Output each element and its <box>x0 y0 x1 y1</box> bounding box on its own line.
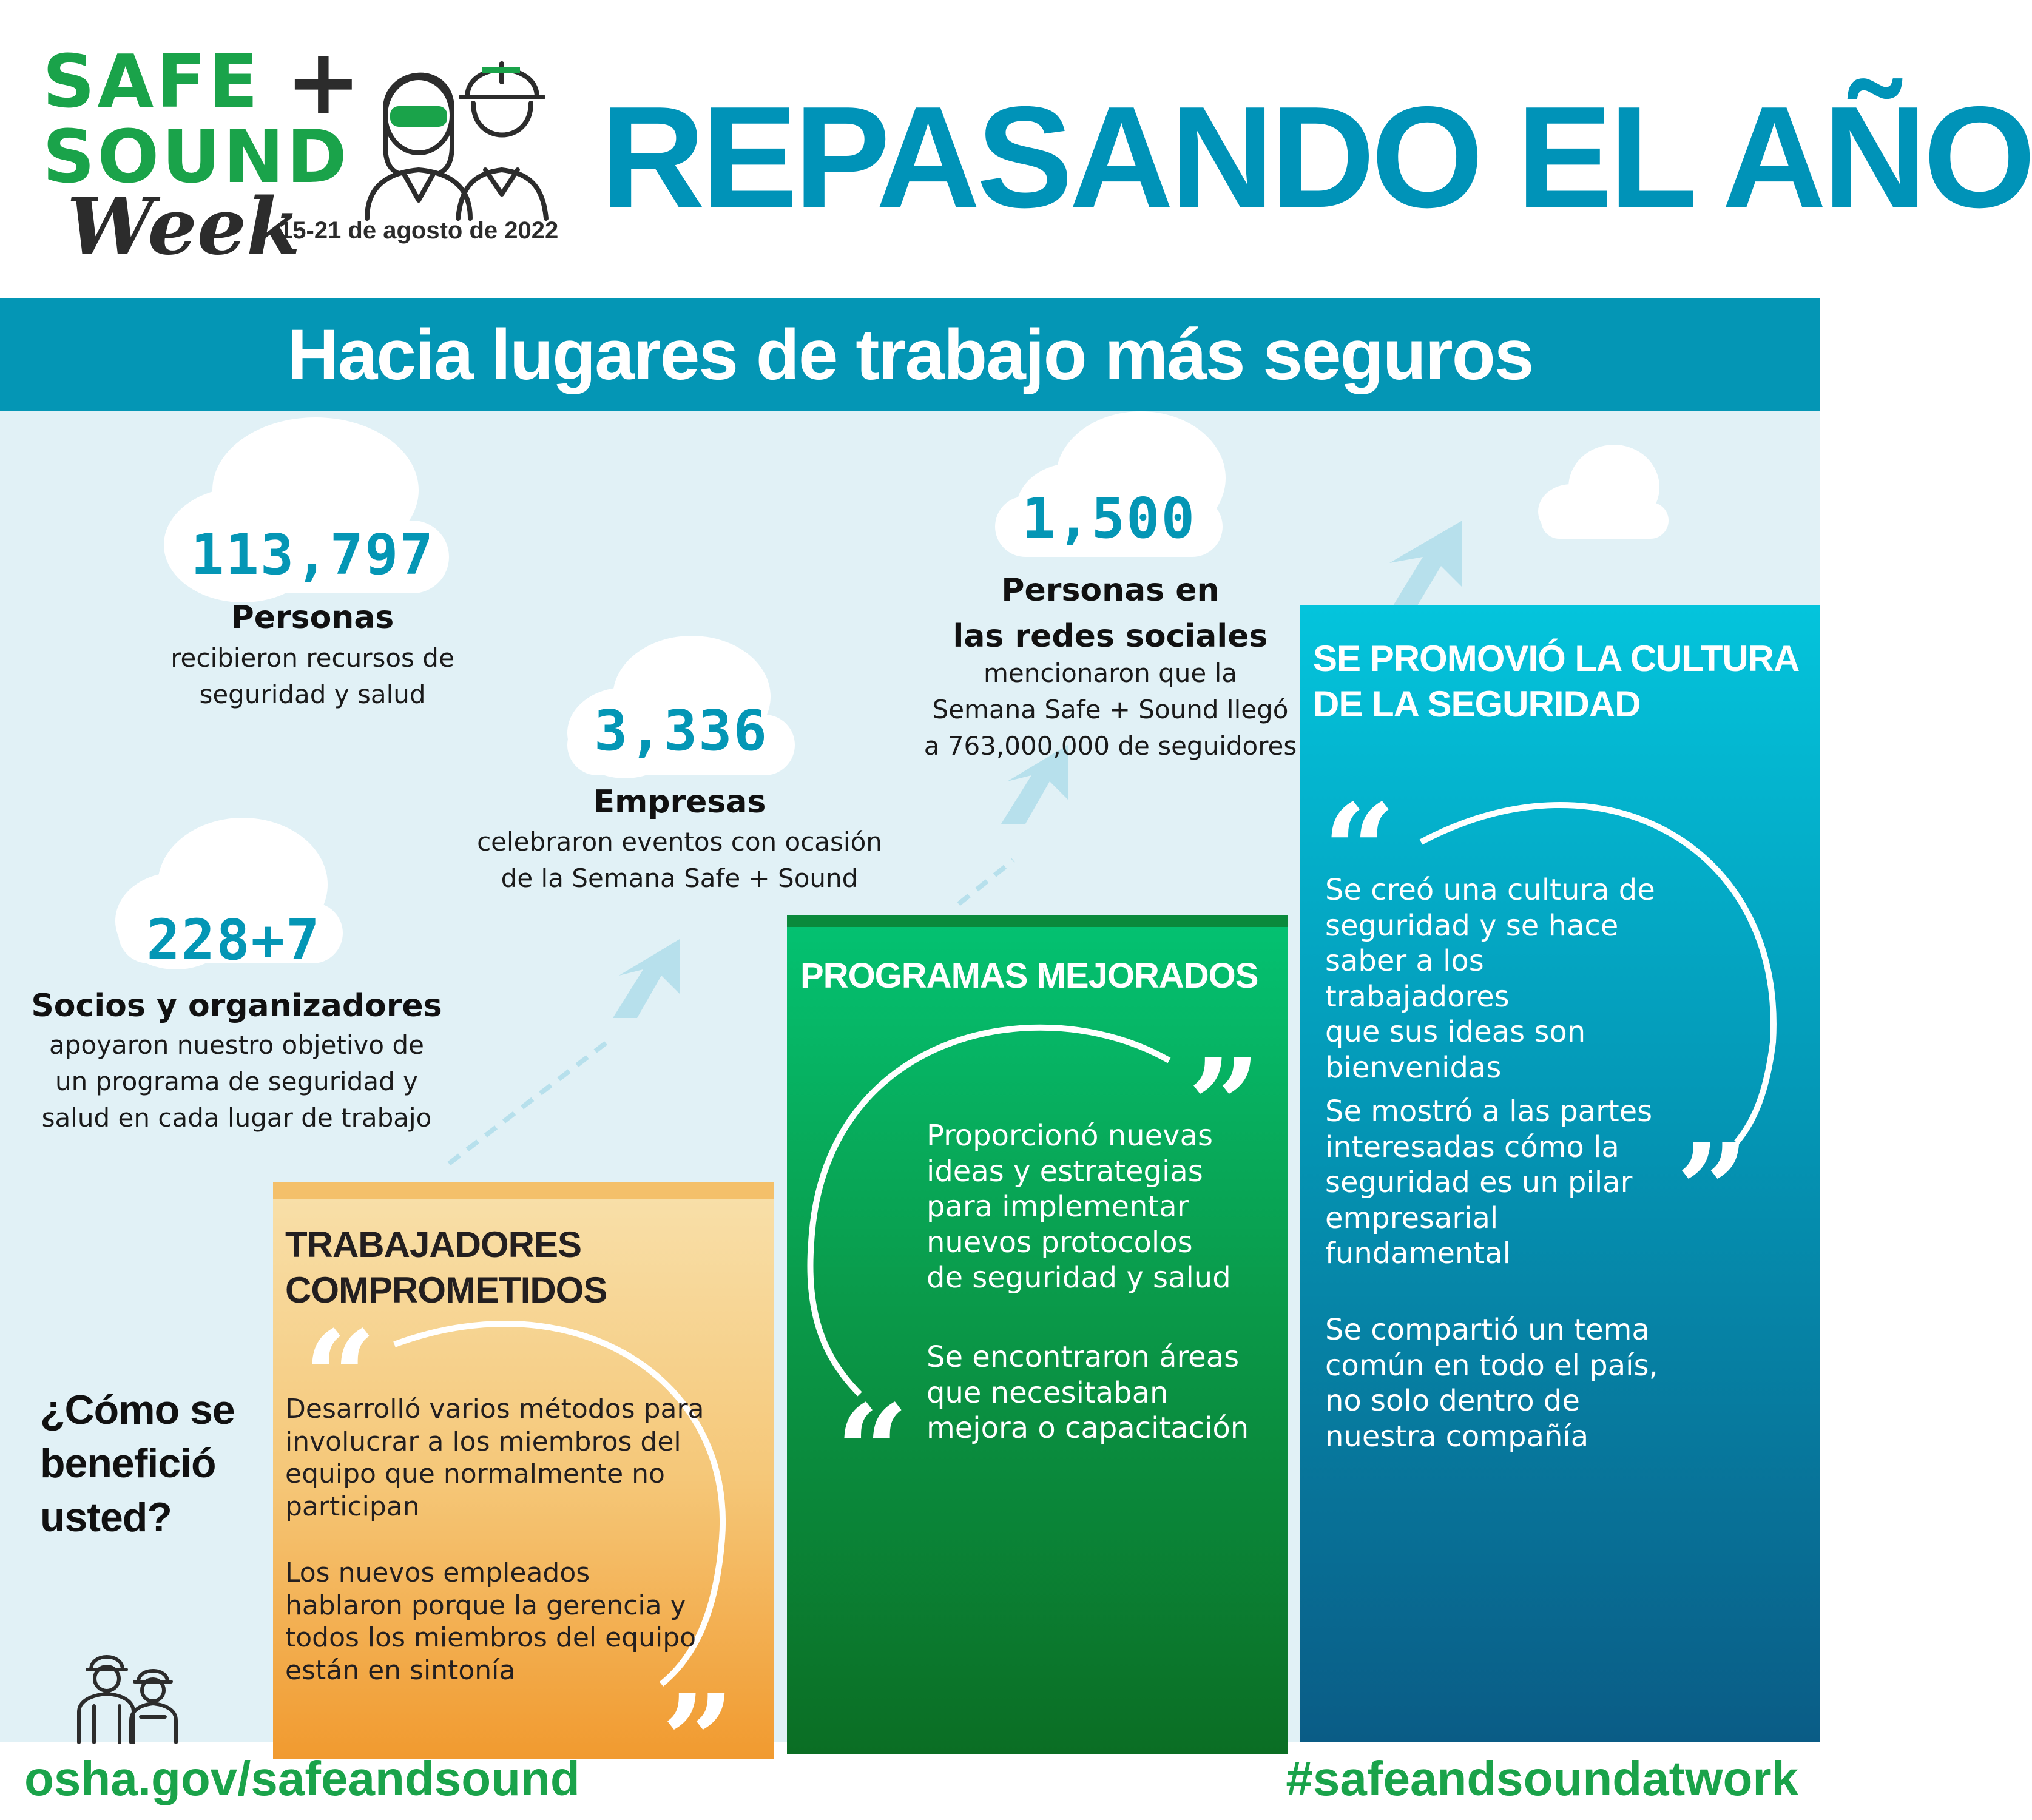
stat-description: recibieron recursos de seguridad y salud <box>170 643 454 709</box>
worker-people-icon <box>361 42 549 218</box>
subtitle-band: Hacia lugares de trabajo más seguros <box>0 298 1820 411</box>
quote-open-icon: “ <box>303 1303 377 1452</box>
quote-text: Se creó una cultura de seguridad y se hace saber a los trabajadores que sus ideas son bienvenidas <box>1325 873 1655 1085</box>
box-improved-programs <box>787 915 1288 1754</box>
stat-label: Empresas <box>593 784 766 820</box>
stat-number: 113,797 <box>191 522 434 587</box>
quote-text: Se compartió un tema común en todo el país, no solo dentro de nuestra compañía <box>1325 1313 1658 1454</box>
quote-close-icon: ” <box>1676 1116 1749 1266</box>
footer-url-link[interactable]: osha.gov/safeandsound <box>24 1751 580 1805</box>
logo-sound-text: SOUND <box>42 115 349 200</box>
box-title: SE PROMOVIÓ LA CULTURA DE LA SEGURIDAD <box>1313 638 1800 724</box>
logo-plus-text: + <box>285 29 362 135</box>
stat-label: Personas <box>231 599 394 636</box>
benefit-question: ¿Cómo se benefició usted? <box>40 1387 235 1540</box>
stat-description: mencionaron que la Semana Safe + Sound llegó a 763,000,000 de seguidores <box>923 658 1297 761</box>
stat-description: apoyaron nuestro objetivo de un programa de seguridad y salud en cada lugar de trabajo <box>41 1030 432 1133</box>
box-title: TRABAJADORES COMPROMETIDOS <box>285 1224 607 1310</box>
stat-label: Socios y organizadores <box>31 988 442 1024</box>
box-title: PROGRAMAS MEJORADOS <box>800 956 1258 996</box>
quote-text: Proporcionó nuevas ideas y estrategias para implementar nuevos protocolos de seguridad y salud <box>927 1119 1231 1295</box>
page-title: REPASANDO EL AÑO <box>601 77 2032 238</box>
stat-description: celebraron eventos con ocasión de la Semana Safe + Sound <box>477 827 882 893</box>
logo-date: 15-21 de agosto de 2022 <box>279 217 559 244</box>
box-safety-culture <box>1300 605 1820 1742</box>
logo-week-text: Week <box>67 181 300 272</box>
quote-close-icon: ” <box>661 1667 735 1816</box>
quote-open-icon: “ <box>1323 776 1396 926</box>
workers-icon <box>73 1645 194 1742</box>
quote-text: Se mostró a las partes interesadas cómo la seguridad es un pilar empresarial fundamental <box>1325 1094 1653 1271</box>
stat-number: 228+7 <box>146 908 321 972</box>
logo-safe-text: SAFE <box>42 40 261 124</box>
quote-text: Se encontraron áreas que necesitaban mejora o capacitación <box>927 1340 1249 1446</box>
stat-number: 1,500 <box>1022 486 1196 551</box>
quote-text: Los nuevos empleados hablaron porque la gerencia y todos los miembros del equipo están en sintonía <box>285 1557 697 1687</box>
stat-number: 3,336 <box>594 698 768 763</box>
quote-close-icon: ” <box>1187 1031 1261 1181</box>
quote-text: Desarrolló varios métodos para involucrar a los miembros del equipo que normalmente no participan <box>285 1394 704 1523</box>
stat-label: Personas en las redes sociales <box>953 572 1268 655</box>
cloud-icon <box>1538 445 1669 539</box>
footer-hashtag: #safeandsoundatwork <box>1286 1751 1798 1805</box>
quote-open-icon: “ <box>835 1377 909 1526</box>
